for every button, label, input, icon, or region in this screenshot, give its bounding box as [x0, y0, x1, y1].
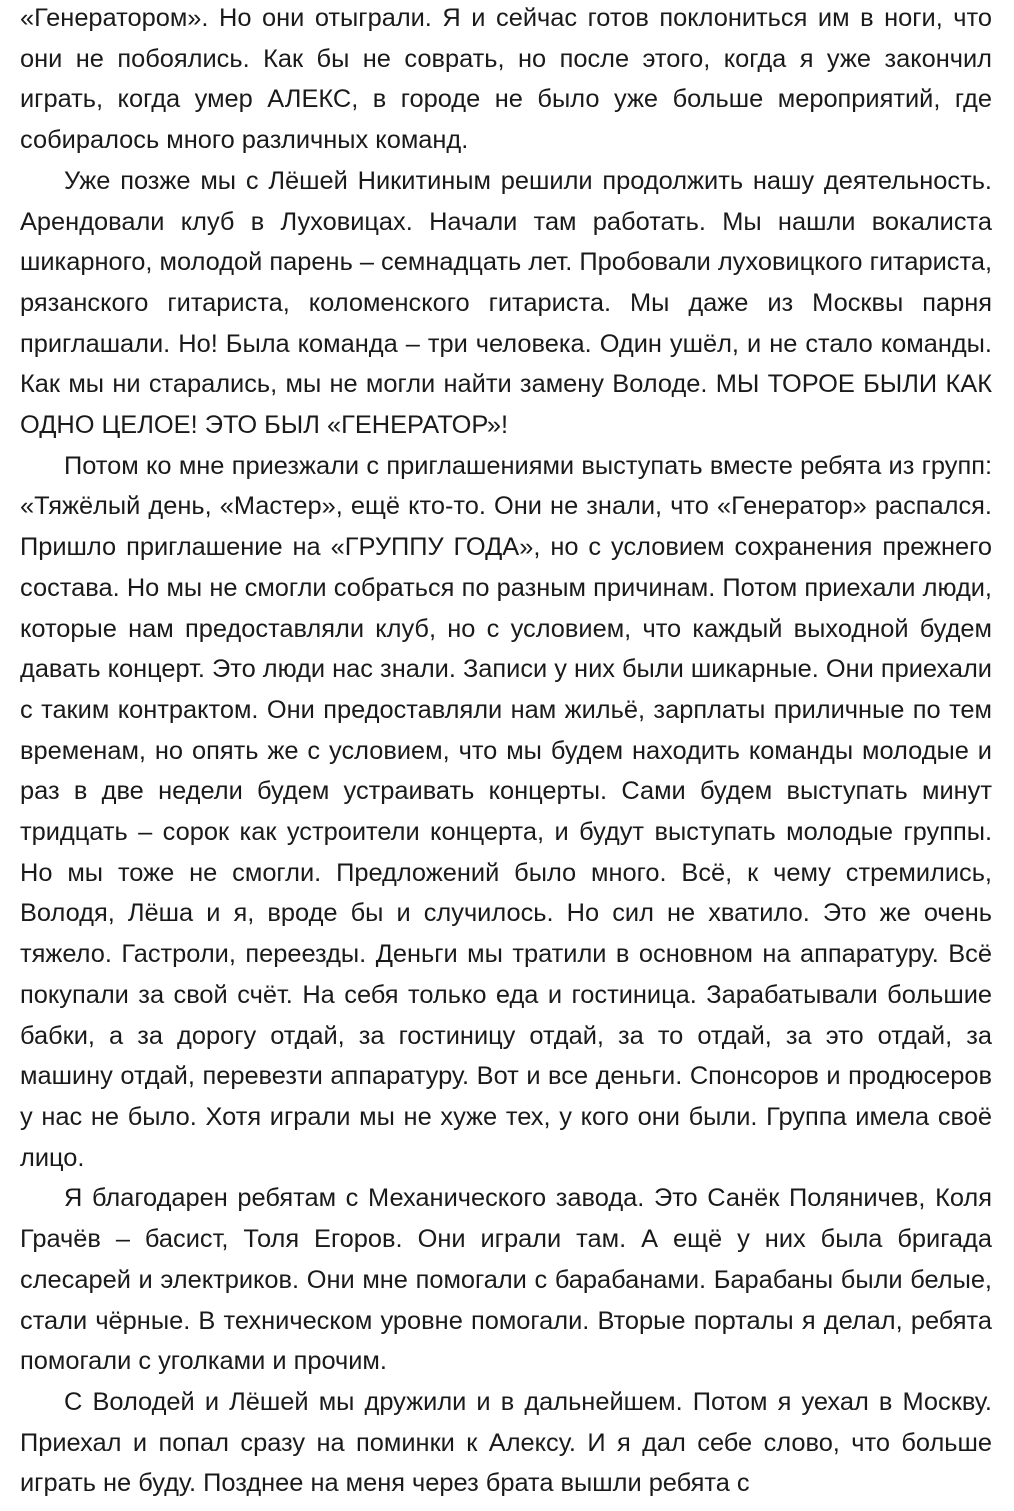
paragraph-3: Потом ко мне приезжали с приглашениями выступать вместе ребята из групп: «Тяжёлый день, «Мастер», ещё кто-то. Они не знали, что «Генератор» распался. Пришло приглашение на «ГРУППУ ГОДА», но с условием сохранения прежнего состава. Но мы не смогли собраться по разным причинам. Потом приехали люди, которые нам предоставляли клуб, но с условием, что каждый выходной будем давать концерт. Это люди нас знали. Записи у них были шикарные. Они приехали с таким контрактом. Они предоставляли нам жильё, зарплаты приличные по тем временам, но опять же с условием, что мы будем находить команды молодые и раз в две недели будем устраивать концерты. Сами будем выступать минут тридцать – сорок как устроители концерта, и будут выступать молодые группы. Но мы тоже не смогли. Предложений было много. Всё, к чему стремились, Володя, Лёша и я, вроде бы и случилось. Но сил не хватило. Это же очень тяжело. Гастроли, переезды. Деньги мы тратили в основном на аппаратуру. Всё покупали за свой счёт. На себя только еда и гостиница. Зарабатывали большие бабки, а за дорогу отдай, за гостиницу отдай, за то отдай, за это отдай, за машину отдай, перевезти аппаратуру. Вот и все деньги. Спонсоров и продюсеров у нас не было. Хотя играли мы не хуже тех, у кого они были. Группа имела своё лицо.	[20, 451, 992, 1172]
paragraph-2: Уже позже мы с Лёшей Никитиным решили продолжить нашу деятельность. Арендовали клуб в Луховицах. Начали там работать. Мы нашли вокалиста шикарного, молодой парень – семнадцать лет. Пробовали луховицкого гитариста, рязанского гитариста, коломенского гитариста. Мы даже из Москвы парня приглашали. Но! Была команда – три человека. Один ушёл, и не стало команды. Как мы ни старались, мы не могли найти замену Володе. МЫ ТОРОЕ БЫЛИ КАК ОДНО ЦЕЛОЕ! ЭТО БЫЛ «ГЕНЕРАТОР»!	[20, 166, 992, 440]
paragraph-1: «Генератором». Но они отыграли. Я и сейчас готов поклониться им в ноги, что они не побоялись. Как бы не соврать, но после этого, когда я уже закончил играть, когда умер АЛЕКС, в городе не было уже больше мероприятий, где собиралось много различных команд.	[20, 4, 992, 155]
paragraph-4: Я благодарен ребятам с Механического завода. Это Санёк Поляничев, Коля Грачёв – басист, Толя Егоров. Они играли там. А ещё у них была бригада слесарей и электриков. Они мне помогали с барабанами. Барабаны были белые, стали чёрные. В техническом уровне помогали. Вторые порталы я делал, ребята помогали с уголками и прочим.	[20, 1184, 992, 1376]
document-page	[20, 0, 992, 1504]
paragraph-5: С Володей и Лёшей мы дружили и в дальнейшем. Потом я уехал в Москву. Приехал и попал сразу на поминки к Алексу. И я дал себе слово, что больше играть не буду. Позднее на меня через брата вышли ребята с	[20, 1387, 992, 1498]
